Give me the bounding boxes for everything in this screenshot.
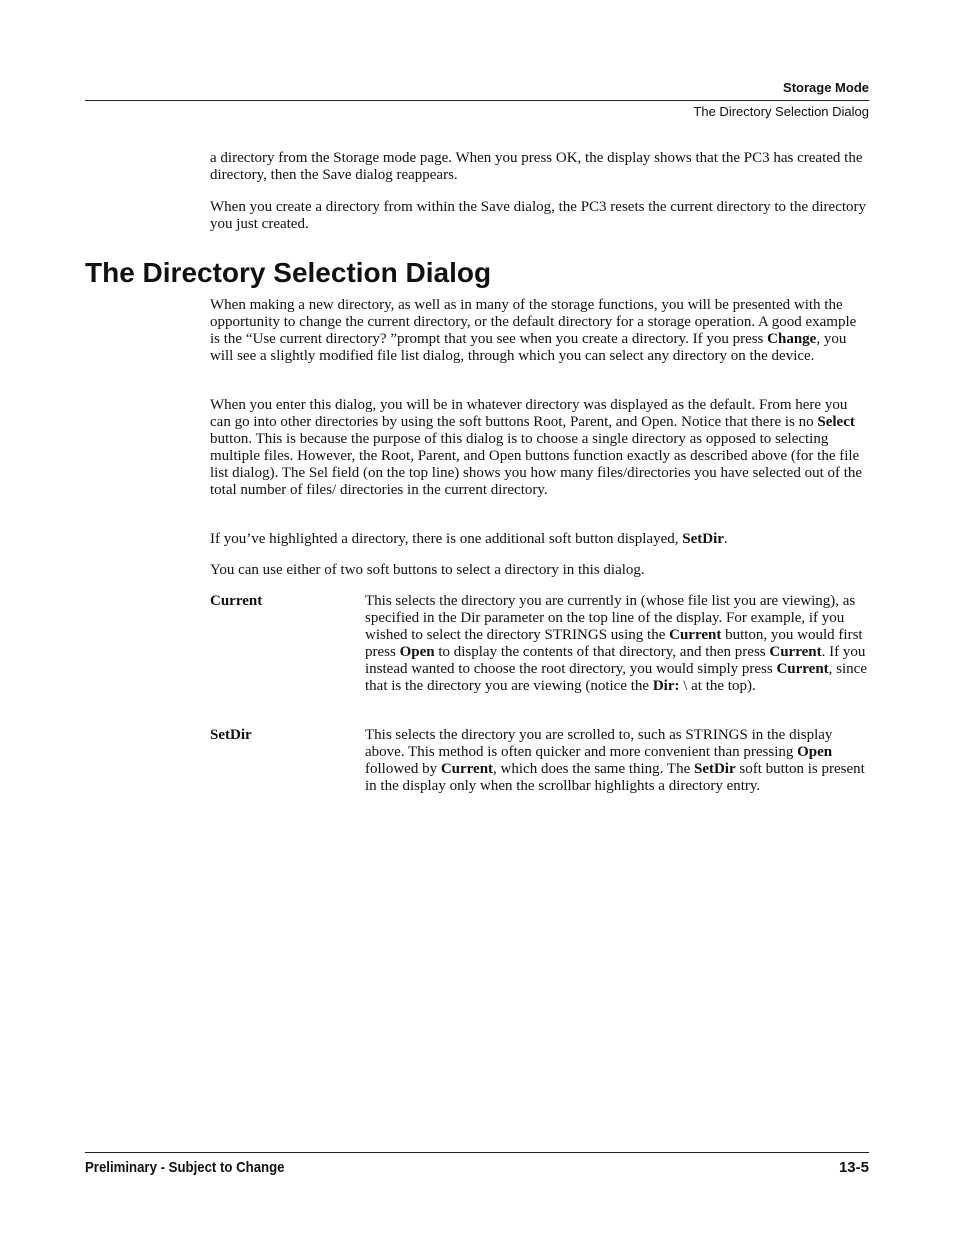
- text-run: soft button is present in the display only when the scrollbar highlights a directory entry.: [365, 761, 865, 794]
- definition-term-current: Current: [210, 593, 263, 609]
- section-paragraph-4: [210, 562, 870, 579]
- running-header-chapter: Storage Mode: [783, 80, 869, 95]
- section-paragraph-2: [210, 397, 870, 499]
- definition-text: [365, 727, 870, 795]
- text-run: When you enter this dialog, you will be in whatever directory was displayed as the default. From here you can go into other directories by using the soft buttons Root, Parent, and Open. Notice that there is no: [210, 397, 848, 430]
- bold-term-change: Change: [767, 331, 817, 347]
- header-rule: [85, 100, 869, 101]
- text-run: , since that is the directory you are viewing (notice the: [365, 661, 867, 694]
- text-run: button. This is because the purpose of this dialog is to choose a single directory as opposed to selecting multiple files. However, the Root, Parent, and Open buttons function exactly as described above (for the file list dialog). The Sel field (on the top line) shows you how many files/directories you have selected out of the total number of files/ directories in the current directory.: [210, 431, 863, 498]
- text-run: This selects the directory you are scrolled to, such as STRINGS in the display above. This method is often quicker and more convenient than pressing: [365, 727, 833, 760]
- footer-notice: Preliminary - Subject to Change: [85, 1159, 285, 1176]
- text-run: This selects the directory you are currently in (whose file list you are viewing), as specified in the Dir parameter on the top line of the display. For example, if you wished to select the directory STRINGS using the: [365, 593, 856, 643]
- text-run: .: [723, 531, 728, 547]
- text-run: followed by: [365, 761, 441, 777]
- paragraph-text: [210, 297, 870, 365]
- definition-term-setdir: SetDir: [210, 727, 252, 743]
- bold-term-setdir: SetDir: [682, 531, 724, 547]
- text-run: . If you instead wanted to choose the root directory, you would simply press: [365, 644, 866, 677]
- paragraph-text: [210, 397, 870, 499]
- bold-term: Current: [769, 644, 822, 660]
- bold-term: Current: [440, 761, 494, 777]
- bold-term: Dir:: [652, 678, 680, 694]
- text-run: , you will see a slightly modified file list dialog, through which you can select any directory on the device.: [210, 331, 847, 364]
- paragraph-text: [210, 531, 870, 548]
- running-header-section: The Directory Selection Dialog: [693, 104, 869, 119]
- text-run: When making a new directory, as well as in many of the storage functions, you will be presented with the opportunity to change the current directory, or the default directory for a storage operation. A good example is the “Use current directory? ”prompt that you see when you create a directory. If you press: [210, 297, 857, 347]
- bold-term: SetDir: [693, 761, 736, 777]
- section-paragraph-1: [210, 297, 870, 365]
- definition-body-current: [365, 593, 870, 695]
- definition-body-setdir: [365, 727, 870, 795]
- page-number: 13-5: [838, 1159, 869, 1176]
- bold-term: Open: [797, 744, 833, 760]
- intro-text-1: a directory from the Storage mode page. When you press OK, the display shows that the PC3 has created the directory, then the Save dialog reappears.: [210, 150, 863, 183]
- intro-paragraph-1: [210, 150, 870, 184]
- text-run: to display the contents of that directory, and then press: [434, 644, 770, 660]
- intro-text-2: When you create a directory from within the Save dialog, the PC3 resets the current directory to the directory you just created.: [210, 199, 867, 232]
- bold-term-select: Select: [817, 414, 855, 430]
- bold-term: Current: [669, 627, 722, 643]
- bold-term: Current: [776, 661, 829, 677]
- bold-term: Open: [399, 644, 435, 660]
- definition-text: [365, 593, 870, 695]
- intro-paragraph-2: [210, 199, 870, 233]
- text-run: button, you would first press: [365, 627, 863, 660]
- paragraph-text: You can use either of two soft buttons to select a directory in this dialog.: [210, 562, 645, 578]
- text-run: \ at the top).: [679, 678, 756, 694]
- footer-rule: [85, 1152, 869, 1153]
- text-run: , which does the same thing. The: [493, 761, 694, 777]
- section-paragraph-3: [210, 531, 870, 548]
- section-heading: The Directory Selection Dialog: [85, 257, 492, 288]
- text-run: If you’ve highlighted a directory, there is one additional soft button displayed,: [210, 531, 683, 547]
